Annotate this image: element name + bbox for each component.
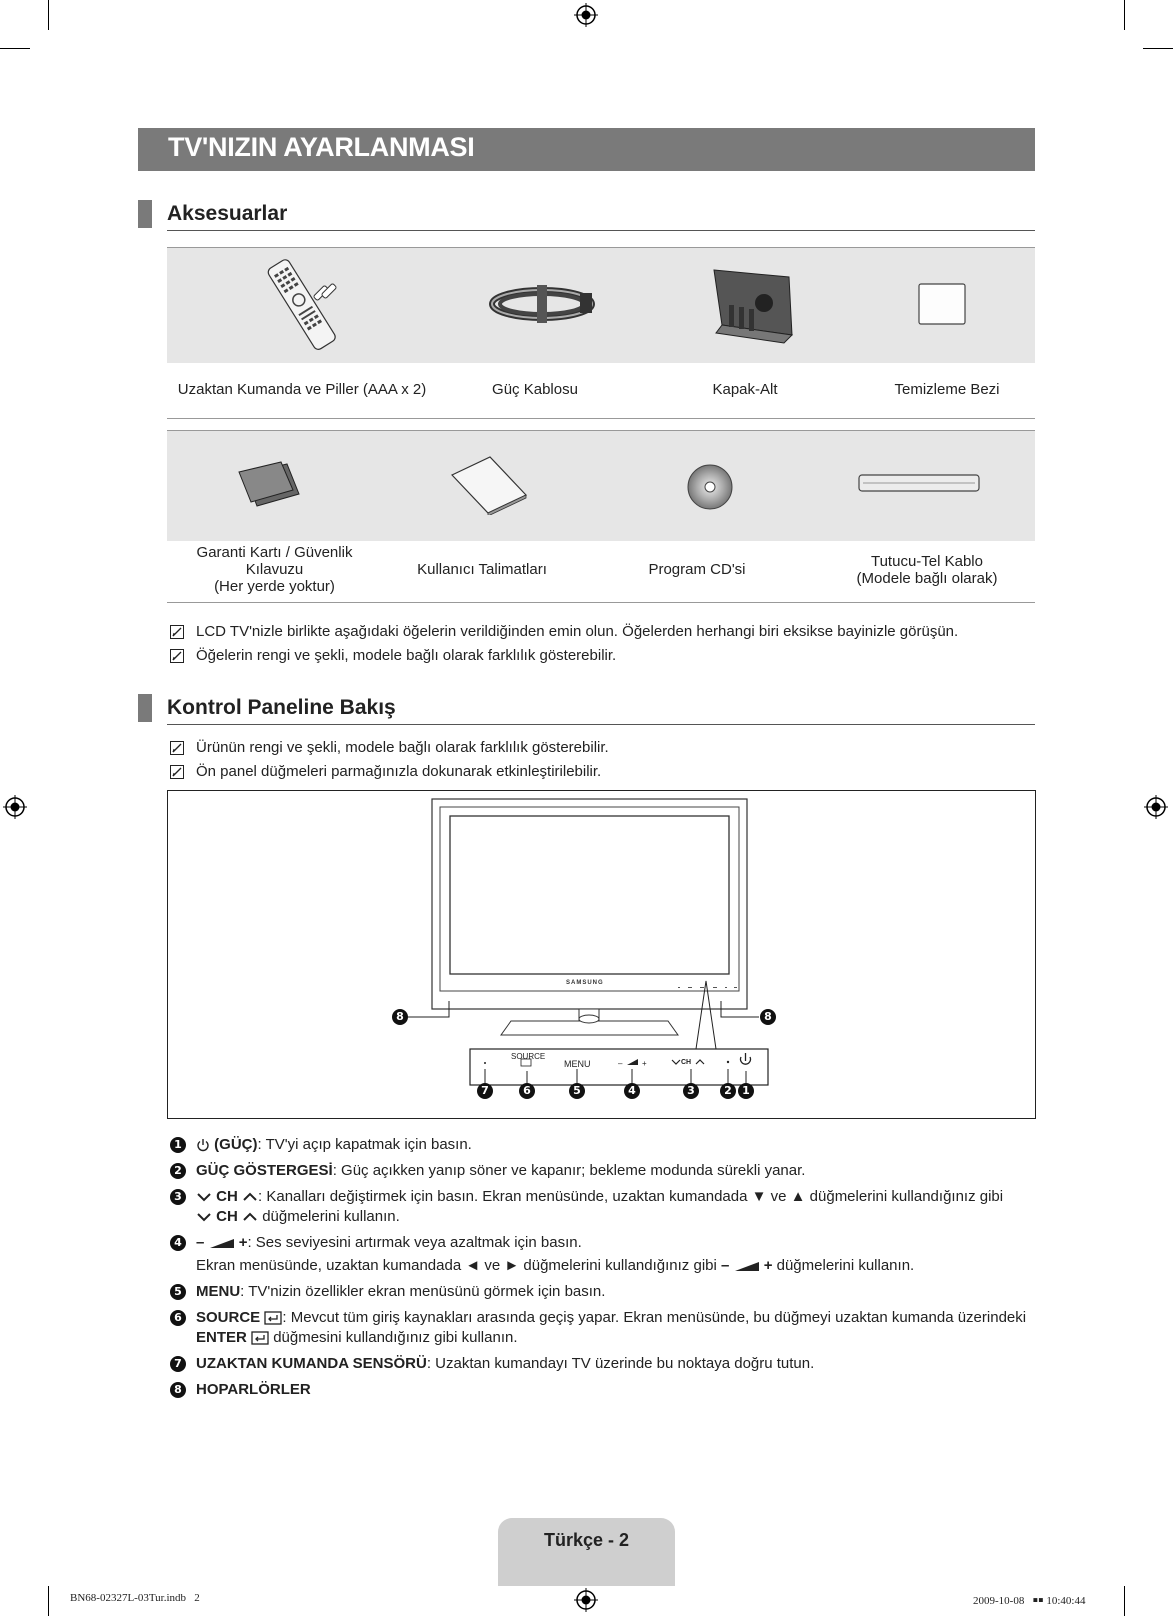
- control-panel-diagram: [167, 790, 1036, 1119]
- legend-number: 2: [170, 1163, 186, 1179]
- legend-term: CH: [216, 1188, 238, 1205]
- legend-desc: : Mevcut tüm giriş kaynakları arasında geçiş yapar. Ekran menüsünde, bu düğmeyi uzaktan kumanda üzerindeki: [282, 1309, 1027, 1326]
- callout-5: 5: [569, 1083, 585, 1099]
- accessories-row-1: [167, 247, 1035, 419]
- divider: [167, 418, 1035, 419]
- registration-mark-icon: [574, 3, 598, 27]
- legend-number: 1: [170, 1137, 186, 1153]
- page-title: TV'NIZIN AYARLANMASI: [168, 132, 475, 162]
- divider: [167, 724, 1035, 725]
- legend-number: 3: [170, 1189, 186, 1205]
- accessory-label: Kullanıcı Talimatları: [417, 561, 547, 578]
- user-manual-image: [450, 455, 530, 515]
- legend-desc: düğmelerini kullanın.: [776, 1257, 915, 1274]
- page-number-tab: [498, 1518, 675, 1586]
- page-title-bar: [138, 128, 1035, 171]
- menu-button-label: MENU: [564, 1059, 591, 1069]
- accessory-label-warranty: [167, 544, 382, 595]
- callout-8: 8: [392, 1009, 408, 1025]
- cleaning-cloth-image: [917, 282, 969, 328]
- accessory-label-line: Tutucu-Tel Kablo: [870, 553, 983, 570]
- legend-term: (GÜÇ): [214, 1136, 258, 1153]
- enter-icon: [264, 1311, 282, 1325]
- chevron-up-icon: [242, 1211, 258, 1223]
- ch-button-label: CH: [681, 1059, 692, 1066]
- legend-term: CH: [216, 1208, 238, 1225]
- crop-mark: [1124, 1586, 1125, 1616]
- divider: [167, 602, 1035, 603]
- registration-mark-icon: [1144, 795, 1168, 819]
- callout-6: 6: [519, 1083, 535, 1099]
- section-title: Kontrol Paneline Bakış: [167, 696, 396, 719]
- chevron-down-icon: [196, 1211, 212, 1223]
- page-number: Türkçe - 2: [543, 1530, 630, 1550]
- chevron-up-icon: [242, 1191, 258, 1203]
- accessory-label-line: Kılavuzu: [245, 561, 304, 578]
- program-cd-image: [685, 462, 735, 512]
- note-icon: [170, 741, 184, 755]
- legend-number: 7: [170, 1356, 186, 1372]
- legend-desc: Ekran menüsünde, uzaktan kumandada ◄ ve ► düğmelerini kullandığınız gibi: [196, 1257, 717, 1274]
- svg-text:+: +: [642, 1059, 647, 1068]
- section-heading-control-panel: [138, 694, 1035, 724]
- holder-wire-cable-image: [857, 472, 982, 494]
- legend-term: ENTER: [196, 1329, 247, 1346]
- accessory-label: Güç Kablosu: [492, 381, 578, 398]
- power-cable-image: [487, 279, 597, 329]
- legend-desc: : Uzaktan kumandayı TV üzerinde bu noktaya doğru tutun.: [426, 1355, 815, 1372]
- accessory-label: Program CD'si: [648, 561, 746, 578]
- legend-number: 5: [170, 1284, 186, 1300]
- legend-term: GÜÇ GÖSTERGESİ: [196, 1162, 333, 1179]
- legend-term: UZAKTAN KUMANDA SENSÖRÜ: [196, 1355, 427, 1372]
- volume-minus: –: [721, 1257, 730, 1274]
- volume-plus: +: [238, 1234, 248, 1251]
- crop-mark: [0, 48, 30, 49]
- registration-mark-icon: [574, 1588, 598, 1612]
- legend-desc: : TV'yi açıp kapatmak için basın.: [257, 1136, 472, 1153]
- volume-icon: [209, 1237, 235, 1249]
- print-timestamp: 2009-10-08 ￭￭ 10:40:44: [973, 1595, 1086, 1607]
- note-text: Öğelerin rengi ve şekli, modele bağlı olarak farklılık gösterebilir.: [196, 647, 617, 664]
- legend-term: HOPARLÖRLER: [196, 1381, 311, 1398]
- legend-desc: : Kanalları değiştirmek için basın. Ekran menüsünde, uzaktan kumandada ▼ ve ▲ düğmelerini kullandığınız gibi: [258, 1188, 1004, 1205]
- note-text: Ürünün rengi ve şekli, modele bağlı olarak farklılık gösterebilir.: [196, 739, 609, 756]
- print-file-info: BN68-02327L-03Tur.indb 2: [70, 1592, 200, 1604]
- legend-number: 6: [170, 1310, 186, 1326]
- note-text: Ön panel düğmeleri parmağınızla dokunarak etkinleştirilebilir.: [196, 763, 602, 780]
- crop-mark: [48, 1586, 49, 1616]
- remote-control-image: [252, 257, 352, 352]
- accessory-label: Temizleme Bezi: [894, 381, 1000, 398]
- legend-desc: düğmelerini kullanın.: [262, 1208, 400, 1225]
- callout-7: 7: [477, 1083, 493, 1099]
- section-title: Aksesuarlar: [167, 202, 288, 225]
- callout-2: 2: [720, 1083, 736, 1099]
- enter-icon: [251, 1331, 269, 1345]
- legend-desc: : TV'nizin özellikler ekran menüsünü görmek için basın.: [240, 1283, 606, 1300]
- legend-number: 4: [170, 1235, 186, 1251]
- note-text: LCD TV'nizle birlikte aşağıdaki öğelerin verildiğinden emin olun. Öğelerden herhangi biri eksikse bayinizle görüşün.: [196, 623, 959, 640]
- callout-1: 1: [738, 1083, 754, 1099]
- crop-mark: [1143, 48, 1173, 49]
- legend-desc: düğmesini kullandığınız gibi kullanın.: [273, 1329, 518, 1346]
- accessory-label-cable: [817, 553, 1037, 587]
- power-icon: [196, 1138, 210, 1152]
- crop-mark: [48, 0, 49, 30]
- section-marker: [138, 694, 152, 722]
- legend-term: MENU: [196, 1283, 241, 1300]
- warranty-card-image: [237, 460, 307, 510]
- accessory-label-line: Garanti Kartı / Güvenlik: [196, 544, 353, 561]
- section-heading-accessories: [138, 200, 1035, 230]
- tv-illustration: [168, 791, 1035, 1118]
- accessory-label-line: (Modele bağlı olarak): [856, 570, 998, 587]
- callout-8: 8: [760, 1009, 776, 1025]
- cover-bottom-image: [704, 265, 804, 345]
- divider: [167, 230, 1035, 231]
- legend-desc: : Ses seviyesini artırmak veya azaltmak için basın.: [247, 1234, 582, 1251]
- callout-3: 3: [683, 1083, 699, 1099]
- note-icon: [170, 649, 184, 663]
- accessories-row-2: [167, 430, 1035, 603]
- accessory-label: Kapak-Alt: [712, 381, 778, 398]
- note-icon: [170, 625, 184, 639]
- registration-mark-icon: [3, 795, 27, 819]
- source-button-label: SOURCE: [511, 1052, 546, 1061]
- svg-text:–: –: [618, 1059, 623, 1068]
- accessory-label: Uzaktan Kumanda ve Piller (AAA x 2): [177, 381, 427, 398]
- callout-4: 4: [624, 1083, 640, 1099]
- volume-icon: [734, 1260, 760, 1272]
- crop-mark: [1124, 0, 1125, 30]
- volume-plus: +: [763, 1257, 773, 1274]
- tv-brand-logo: SAMSUNG: [566, 980, 604, 986]
- volume-minus: –: [196, 1234, 205, 1251]
- accessory-label-line: (Her yerde yoktur): [214, 578, 335, 595]
- chevron-down-icon: [196, 1191, 212, 1203]
- legend-number: 8: [170, 1382, 186, 1398]
- section-marker: [138, 200, 152, 228]
- legend-term: SOURCE: [196, 1309, 261, 1326]
- note-icon: [170, 765, 184, 779]
- legend-desc: : Güç açıkken yanıp söner ve kapanır; bekleme modunda sürekli yanar.: [332, 1162, 806, 1179]
